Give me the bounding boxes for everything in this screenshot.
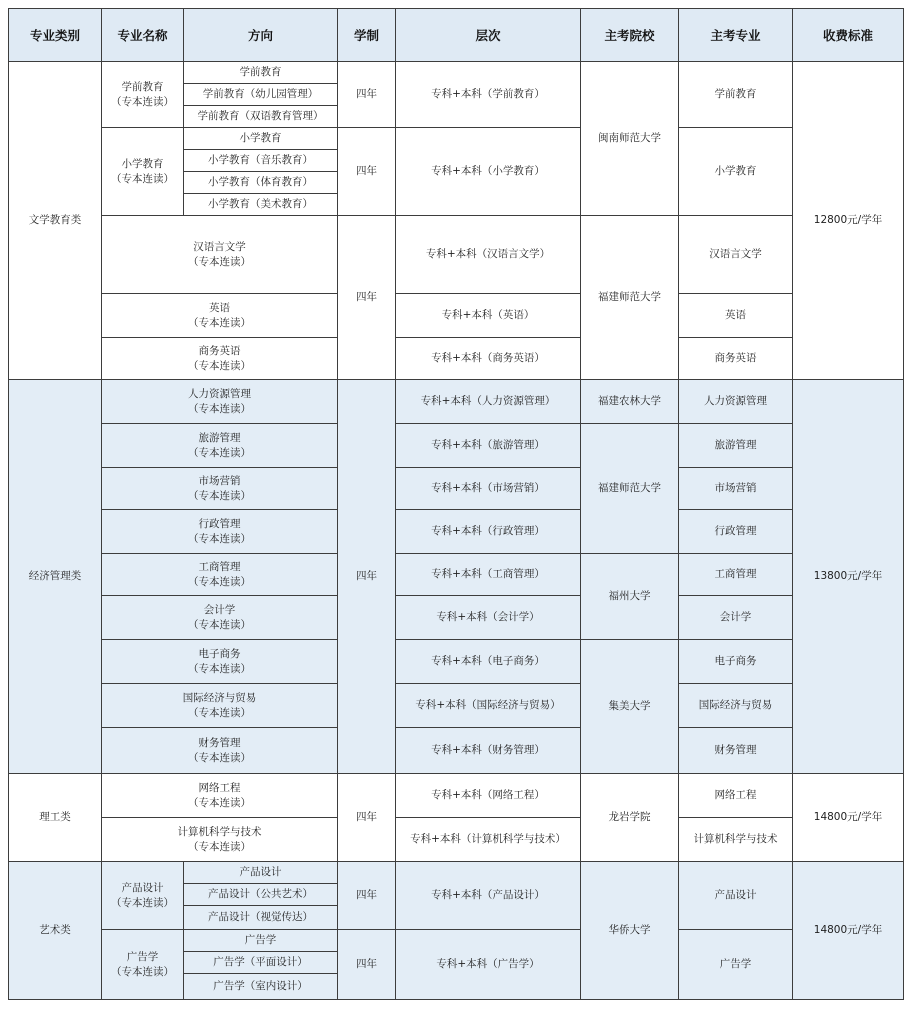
exam-major-cell: 英语 xyxy=(679,294,793,338)
direction-cell: 小学教育（美术教育） xyxy=(184,194,338,216)
fee-cell: 13800元/学年 xyxy=(793,380,904,774)
exam-school-cell: 龙岩学院 xyxy=(581,774,679,862)
exam-school-cell: 集美大学 xyxy=(581,640,679,774)
direction-cell: 产品设计 xyxy=(184,862,338,884)
duration-cell: 四年 xyxy=(338,774,396,862)
level-cell: 专科+本科（工商管理） xyxy=(396,554,581,596)
level-cell: 专科+本科（广告学） xyxy=(396,930,581,1000)
category-cell: 艺术类 xyxy=(8,862,102,1000)
exam-school-cell: 福建师范大学 xyxy=(581,424,679,554)
exam-major-cell: 学前教育 xyxy=(679,62,793,128)
direction-cell: 小学教育（体育教育） xyxy=(184,172,338,194)
exam-major-cell: 人力资源管理 xyxy=(679,380,793,424)
exam-school-cell: 福州大学 xyxy=(581,554,679,640)
level-cell: 专科+本科（人力资源管理） xyxy=(396,380,581,424)
direction-cell: 产品设计（视觉传达） xyxy=(184,906,338,930)
header-cell: 主考院校 xyxy=(581,8,679,62)
exam-school-cell: 福建农林大学 xyxy=(581,380,679,424)
category-cell: 文学教育类 xyxy=(8,62,102,380)
category-cell: 经济管理类 xyxy=(8,380,102,774)
direction-cell: 学前教育（幼儿园管理） xyxy=(184,84,338,106)
major-name-cell: 行政管理 （专本连读） xyxy=(102,510,338,554)
duration-cell: 四年 xyxy=(338,216,396,380)
major-name-cell: 产品设计 （专本连读） xyxy=(102,862,184,930)
major-name-cell: 学前教育 （专本连读） xyxy=(102,62,184,128)
exam-major-cell: 电子商务 xyxy=(679,640,793,684)
exam-major-cell: 会计学 xyxy=(679,596,793,640)
exam-major-cell: 行政管理 xyxy=(679,510,793,554)
header-cell: 学制 xyxy=(338,8,396,62)
fee-cell: 14800元/学年 xyxy=(793,774,904,862)
direction-cell: 学前教育 xyxy=(184,62,338,84)
level-cell: 专科+本科（财务管理） xyxy=(396,728,581,774)
exam-school-cell: 华侨大学 xyxy=(581,862,679,1000)
major-name-cell: 会计学 （专本连读） xyxy=(102,596,338,640)
direction-cell: 产品设计（公共艺术） xyxy=(184,884,338,906)
major-name-cell: 旅游管理 （专本连读） xyxy=(102,424,338,468)
exam-major-cell: 汉语言文学 xyxy=(679,216,793,294)
direction-cell: 学前教育（双语教育管理） xyxy=(184,106,338,128)
duration-cell: 四年 xyxy=(338,930,396,1000)
major-name-cell: 网络工程 （专本连读） xyxy=(102,774,338,818)
level-cell: 专科+本科（学前教育） xyxy=(396,62,581,128)
direction-cell: 广告学 xyxy=(184,930,338,952)
major-name-cell: 小学教育 （专本连读） xyxy=(102,128,184,216)
level-cell: 专科+本科（网络工程） xyxy=(396,774,581,818)
direction-cell: 小学教育 xyxy=(184,128,338,150)
level-cell: 专科+本科（小学教育） xyxy=(396,128,581,216)
major-name-cell: 工商管理 （专本连读） xyxy=(102,554,338,596)
direction-cell: 广告学（室内设计） xyxy=(184,974,338,1000)
exam-major-cell: 小学教育 xyxy=(679,128,793,216)
major-name-cell: 广告学 （专本连读） xyxy=(102,930,184,1000)
major-name-cell: 计算机科学与技术 （专本连读） xyxy=(102,818,338,862)
fee-cell: 12800元/学年 xyxy=(793,62,904,380)
exam-school-cell: 闽南师范大学 xyxy=(581,62,679,216)
exam-school-cell: 福建师范大学 xyxy=(581,216,679,380)
level-cell: 专科+本科（旅游管理） xyxy=(396,424,581,468)
duration-cell: 四年 xyxy=(338,862,396,930)
exam-major-cell: 商务英语 xyxy=(679,338,793,380)
major-name-cell: 国际经济与贸易 （专本连读） xyxy=(102,684,338,728)
major-name-cell: 商务英语 （专本连读） xyxy=(102,338,338,380)
header-cell: 专业类别 xyxy=(8,8,102,62)
level-cell: 专科+本科（国际经济与贸易） xyxy=(396,684,581,728)
level-cell: 专科+本科（商务英语） xyxy=(396,338,581,380)
exam-major-cell: 国际经济与贸易 xyxy=(679,684,793,728)
duration-cell: 四年 xyxy=(338,128,396,216)
direction-cell: 广告学（平面设计） xyxy=(184,952,338,974)
level-cell: 专科+本科（电子商务） xyxy=(396,640,581,684)
fee-cell: 14800元/学年 xyxy=(793,862,904,1000)
exam-major-cell: 工商管理 xyxy=(679,554,793,596)
level-cell: 专科+本科（会计学） xyxy=(396,596,581,640)
header-cell: 层次 xyxy=(396,8,581,62)
level-cell: 专科+本科（市场营销） xyxy=(396,468,581,510)
major-name-cell: 人力资源管理 （专本连读） xyxy=(102,380,338,424)
header-cell: 收费标准 xyxy=(793,8,904,62)
exam-major-cell: 广告学 xyxy=(679,930,793,1000)
exam-major-cell: 旅游管理 xyxy=(679,424,793,468)
exam-major-cell: 计算机科学与技术 xyxy=(679,818,793,862)
exam-major-cell: 财务管理 xyxy=(679,728,793,774)
level-cell: 专科+本科（行政管理） xyxy=(396,510,581,554)
exam-major-cell: 网络工程 xyxy=(679,774,793,818)
level-cell: 专科+本科（英语） xyxy=(396,294,581,338)
duration-cell: 四年 xyxy=(338,380,396,774)
category-cell: 理工类 xyxy=(8,774,102,862)
header-cell: 方向 xyxy=(184,8,338,62)
header-cell: 专业名称 xyxy=(102,8,184,62)
direction-cell: 小学教育（音乐教育） xyxy=(184,150,338,172)
exam-major-cell: 市场营销 xyxy=(679,468,793,510)
exam-major-cell: 产品设计 xyxy=(679,862,793,930)
major-name-cell: 汉语言文学 （专本连读） xyxy=(102,216,338,294)
major-name-cell: 市场营销 （专本连读） xyxy=(102,468,338,510)
major-name-cell: 英语 （专本连读） xyxy=(102,294,338,338)
level-cell: 专科+本科（产品设计） xyxy=(396,862,581,930)
major-name-cell: 电子商务 （专本连读） xyxy=(102,640,338,684)
level-cell: 专科+本科（计算机科学与技术） xyxy=(396,818,581,862)
duration-cell: 四年 xyxy=(338,62,396,128)
header-cell: 主考专业 xyxy=(679,8,793,62)
level-cell: 专科+本科（汉语言文学） xyxy=(396,216,581,294)
major-name-cell: 财务管理 （专本连读） xyxy=(102,728,338,774)
